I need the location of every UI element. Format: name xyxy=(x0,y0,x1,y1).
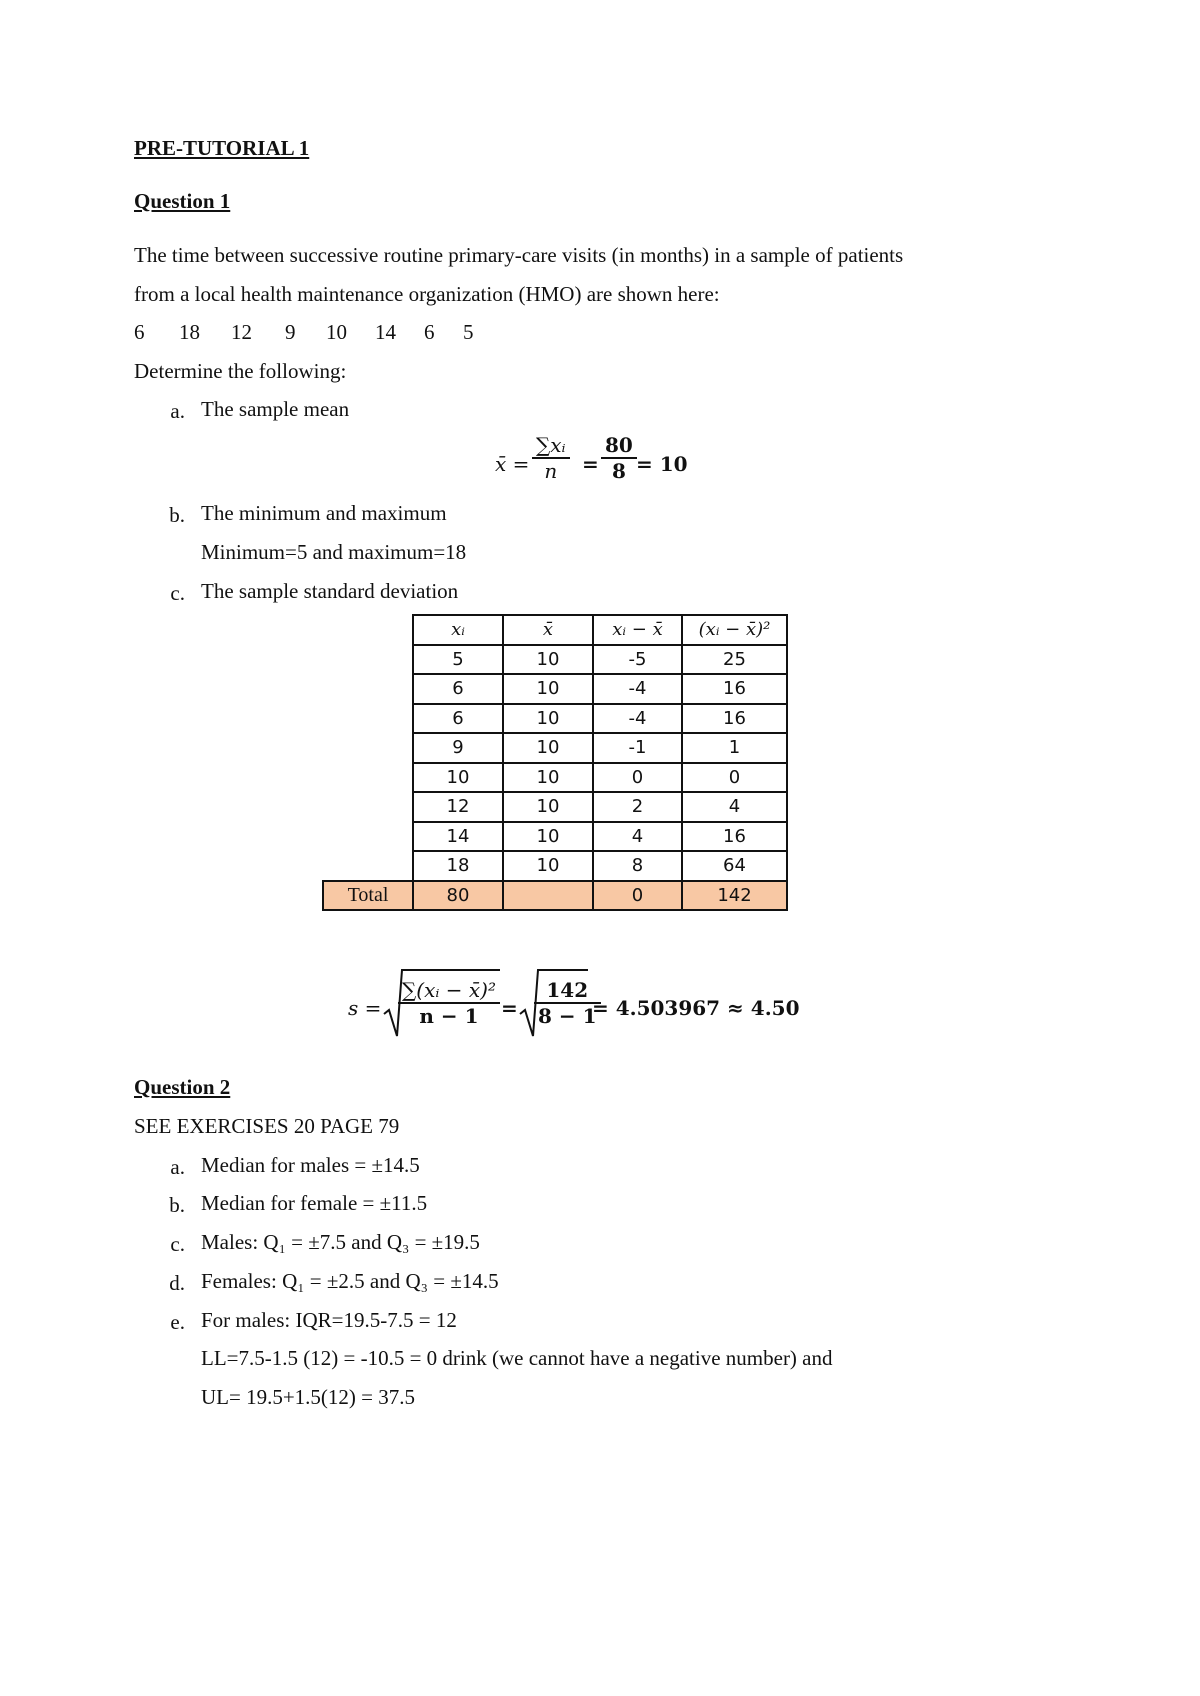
total-label: Total xyxy=(323,881,413,911)
table-total-row xyxy=(323,881,787,911)
table-cell: 18 xyxy=(413,851,503,881)
table-row xyxy=(323,645,787,675)
table-cell: 0 xyxy=(593,881,682,911)
item-a-label: The sample mean xyxy=(201,397,350,421)
q2-item-b: Median for female = ±11.5 xyxy=(201,1191,428,1215)
data-value: 14 xyxy=(375,320,396,344)
table-cell: 9 xyxy=(413,733,503,763)
determine-instruction: Determine the following: xyxy=(134,359,347,383)
table-cell: 10 xyxy=(503,851,593,881)
mean-fraction-1-denominator: n xyxy=(544,459,558,483)
mean-fraction-1-numerator: ∑xᵢ xyxy=(536,433,566,457)
table-cell: 16 xyxy=(682,822,787,852)
mean-lhs: x̄ = xyxy=(495,452,530,476)
table-row xyxy=(323,763,787,793)
data-value: 18 xyxy=(179,320,200,344)
table-cell: 25 xyxy=(682,645,787,675)
table-cell: 80 xyxy=(413,881,503,911)
table-cell: 4 xyxy=(593,822,682,852)
q1-intro-line-2: from a local health maintenance organization (HMO) are shown here: xyxy=(134,282,720,306)
question-1-heading: Question 1 xyxy=(134,189,231,213)
table-cell: 8 xyxy=(593,851,682,881)
mean-equals: = xyxy=(582,452,599,476)
mean-fraction-2-numerator: 80 xyxy=(605,433,633,457)
table-cell: 142 xyxy=(682,881,787,911)
mean-fraction-2-denominator: 8 xyxy=(611,459,626,483)
table-cell: 10 xyxy=(503,763,593,793)
table-cell: 4 xyxy=(682,792,787,822)
sd-result: = 4.503967 ≈ 4.50 xyxy=(592,996,800,1020)
table-cell: 10 xyxy=(503,645,593,675)
document-title: PRE-TUTORIAL 1 xyxy=(134,136,310,160)
column-header: x̄ xyxy=(503,615,593,645)
q2-reference: SEE EXERCISES 20 PAGE 79 xyxy=(134,1114,400,1138)
sd-lhs: s = xyxy=(348,996,382,1020)
table-row xyxy=(323,851,787,881)
column-header: xᵢ − x̄ xyxy=(593,615,682,645)
data-value: 5 xyxy=(463,320,474,344)
sd-fraction-2-numerator: 142 xyxy=(546,978,589,1002)
q2-item-e: For males: IQR=19.5-7.5 = 12 xyxy=(201,1308,457,1332)
mean-fraction-1 xyxy=(532,433,570,483)
table-cell: 5 xyxy=(413,645,503,675)
table-cell: 0 xyxy=(682,763,787,793)
column-header: xᵢ xyxy=(413,615,503,645)
data-value: 10 xyxy=(326,320,347,344)
q2-item-a: Median for males = ±14.5 xyxy=(201,1153,420,1177)
data-value: 12 xyxy=(231,320,252,344)
list-marker: c. xyxy=(170,581,185,605)
sd-fraction-2 xyxy=(534,978,601,1028)
table-cell: 10 xyxy=(503,674,593,704)
table-cell: 1 xyxy=(682,733,787,763)
table-cell: 10 xyxy=(503,822,593,852)
column-header: (xᵢ − x̄)² xyxy=(682,615,787,645)
table-cell: 10 xyxy=(503,792,593,822)
table-cell: 16 xyxy=(682,674,787,704)
table-cell xyxy=(503,881,593,911)
table-cell: -1 xyxy=(593,733,682,763)
item-c-label: The sample standard deviation xyxy=(201,579,459,603)
q2-item-e-upper-limit: UL= 19.5+1.5(12) = 37.5 xyxy=(201,1385,416,1409)
sd-fraction-1 xyxy=(398,978,500,1028)
data-value: 6 xyxy=(134,320,145,344)
list-marker: c. xyxy=(170,1232,185,1256)
sd-fraction-1-denominator: n − 1 xyxy=(419,1004,479,1028)
list-marker: a. xyxy=(170,1155,185,1179)
list-marker: b. xyxy=(169,503,185,527)
table-cell: 0 xyxy=(593,763,682,793)
table-header-row xyxy=(323,615,787,645)
q1-intro-line-1: The time between successive routine primary-care visits (in months) in a sample of patients xyxy=(134,243,904,267)
table-cell: 10 xyxy=(503,733,593,763)
list-marker: e. xyxy=(170,1310,185,1334)
data-value: 6 xyxy=(424,320,435,344)
table-row xyxy=(323,733,787,763)
q2-item-d: Females: Q₁ = ±2.5 and Q₃ = ±14.5 xyxy=(201,1269,499,1293)
table-cell: 12 xyxy=(413,792,503,822)
question-2-heading: Question 2 xyxy=(134,1075,231,1099)
mean-fraction-2 xyxy=(601,433,637,483)
item-b-label: The minimum and maximum xyxy=(201,501,447,525)
table-cell: 16 xyxy=(682,704,787,734)
item-b-answer: Minimum=5 and maximum=18 xyxy=(201,540,467,564)
sd-equals: = xyxy=(501,996,518,1020)
table-cell: 14 xyxy=(413,822,503,852)
table-cell: -4 xyxy=(593,674,682,704)
table-cell: 10 xyxy=(413,763,503,793)
table-cell: 64 xyxy=(682,851,787,881)
list-marker: d. xyxy=(169,1271,185,1295)
q2-item-c: Males: Q₁ = ±7.5 and Q₃ = ±19.5 xyxy=(201,1230,480,1254)
table-cell: 6 xyxy=(413,704,503,734)
deviation-table xyxy=(322,614,788,911)
data-value: 9 xyxy=(285,320,296,344)
table-row xyxy=(323,704,787,734)
table-cell: 6 xyxy=(413,674,503,704)
q2-item-e-lower-limit: LL=7.5-1.5 (12) = -10.5 = 0 drink (we cannot have a negative number) and xyxy=(201,1346,833,1370)
table-cell: 10 xyxy=(503,704,593,734)
table-cell: -4 xyxy=(593,704,682,734)
sd-fraction-1-numerator: ∑(xᵢ − x̄)² xyxy=(402,978,496,1002)
table-row xyxy=(323,674,787,704)
table-row xyxy=(323,792,787,822)
table-cell: -5 xyxy=(593,645,682,675)
sd-fraction-2-denominator: 8 − 1 xyxy=(538,1004,597,1028)
list-marker: a. xyxy=(170,399,185,423)
list-marker: b. xyxy=(169,1193,185,1217)
table-row xyxy=(323,822,787,852)
table-cell: 2 xyxy=(593,792,682,822)
mean-result: = 10 xyxy=(636,452,688,476)
